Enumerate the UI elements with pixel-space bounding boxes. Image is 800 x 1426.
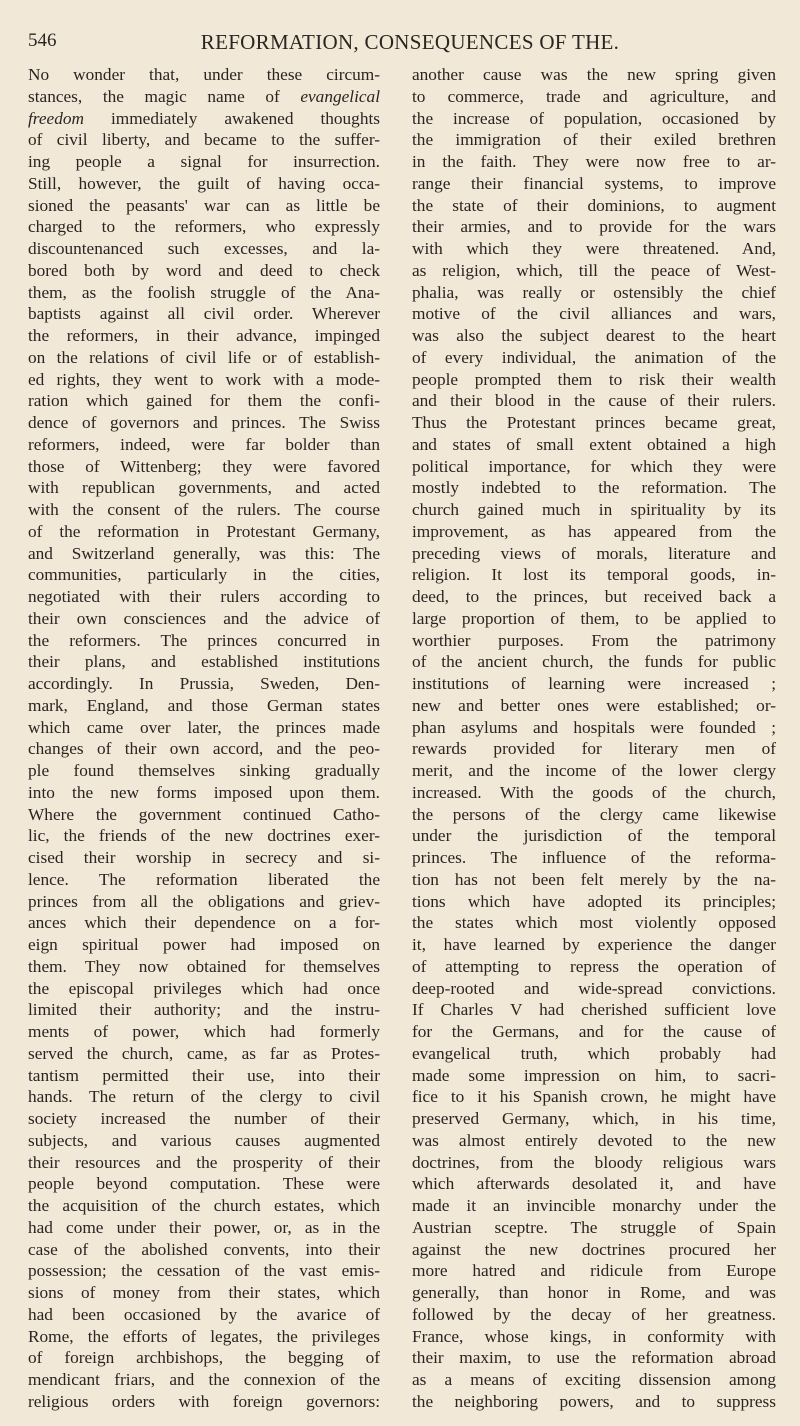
text-line: tion has not been felt merely by the na- bbox=[412, 869, 776, 889]
text-line: their own consciences and the advice of bbox=[28, 608, 380, 628]
text-line: new and better ones were established; or- bbox=[412, 695, 776, 715]
text-line: eign spiritual power had imposed on bbox=[28, 935, 380, 954]
text-line: them. They now obtained for themselves bbox=[28, 956, 380, 976]
text-line: to commerce, trade and agriculture, and bbox=[412, 86, 776, 106]
text-line: deep-rooted and wide-spread convictions. bbox=[412, 978, 776, 998]
text-line: evangelical truth, which probably had bbox=[412, 1043, 776, 1063]
text-line: religious orders with foreign governors: bbox=[28, 1391, 380, 1411]
text-line: people prompted them to risk their wealth bbox=[412, 369, 776, 389]
text-line: phan asylums and hospitals were founded ; bbox=[412, 717, 776, 737]
text-line: reformers, indeed, were far bolder than bbox=[28, 434, 380, 454]
text-line: mark, England, and those German states bbox=[28, 695, 380, 715]
text-line: changes of their own accord, and the peo- bbox=[28, 739, 380, 759]
text-line: the persons of the clergy came likewise bbox=[412, 804, 776, 824]
text-line bbox=[28, 108, 380, 130]
text-line: and states of small extent obtained a high bbox=[412, 434, 776, 454]
text-line: discountenanced such excesses, and la- bbox=[28, 239, 380, 258]
text-line: the immigration of their exiled brethren bbox=[412, 130, 776, 150]
text-line: phalia, was really or ostensibly the chief bbox=[412, 282, 776, 302]
text-line: served the church, came, as far as Protes- bbox=[28, 1043, 380, 1063]
text-line: more hatred and ridicule from Europe bbox=[412, 1261, 776, 1281]
text-line: which came over later, the princes made bbox=[28, 717, 380, 737]
text-line: of foreign archbishops, the begging of bbox=[28, 1348, 380, 1368]
text-line: and Switzerland generally, was this: The bbox=[28, 543, 380, 563]
text-line: worthier purposes. From the patrimony bbox=[412, 630, 776, 650]
text-line: doctrines, from the bloody religious wars bbox=[412, 1152, 776, 1172]
text-line: their armies, and to provide for the wars bbox=[412, 217, 776, 237]
text-line: possession; the cessation of the vast emis- bbox=[28, 1261, 380, 1281]
text-line: merit, and the income of the lower clergy bbox=[412, 761, 776, 780]
text-line: ed rights, they went to work with a mode- bbox=[28, 369, 380, 389]
text-line: sioned the peasants' war can as little be bbox=[28, 195, 380, 215]
text-line: religion. It lost its temporal goods, in- bbox=[412, 565, 776, 585]
text-line: sions of money from their states, which bbox=[28, 1283, 380, 1302]
text-line: the acquisition of the church estates, which bbox=[28, 1196, 380, 1215]
text-line: another cause was the new spring given bbox=[412, 65, 776, 84]
text-line: made some impression on him, to sacri- bbox=[412, 1065, 776, 1085]
text-line: deed, to the princes, but received back a bbox=[412, 587, 776, 606]
text-line: had come under their power, or, as in the bbox=[28, 1217, 380, 1237]
text-line: increased. With the goods of the church, bbox=[412, 782, 776, 802]
text-line: and their blood in the cause of their rulers. bbox=[412, 391, 776, 411]
text-line: mendicant friars, and the connexion of the bbox=[28, 1370, 380, 1389]
text-line: the increase of population, occasioned by bbox=[412, 108, 776, 128]
text-line: Rome, the efforts of legates, the privileges bbox=[28, 1326, 380, 1346]
text-line: preserved Germany, which, in his time, bbox=[412, 1109, 776, 1128]
text-line: generally, than honor in Rome, and was bbox=[412, 1283, 776, 1302]
text-line: lic, the friends of the new doctrines exer- bbox=[28, 826, 380, 846]
text-line: of every individual, the animation of the bbox=[412, 347, 776, 367]
text-line: bored both by word and deed to check bbox=[28, 260, 380, 280]
text-line: against the new doctrines procured her bbox=[412, 1239, 776, 1259]
text-line: negotiated with their rulers according to bbox=[28, 587, 380, 606]
text-line: church gained much in spirituality by its bbox=[412, 500, 776, 519]
text-line: Still, however, the guilt of having occa- bbox=[28, 173, 380, 193]
text-line: under the jurisdiction of the temporal bbox=[412, 826, 776, 846]
text-line: France, whose kings, in conformity with bbox=[412, 1326, 776, 1346]
text-line: subjects, and various causes augmented bbox=[28, 1130, 380, 1150]
text-line: their resources and the prosperity of their bbox=[28, 1152, 380, 1172]
text-line: as religion, which, till the peace of West- bbox=[412, 260, 776, 280]
text-line: range their financial systems, to improve bbox=[412, 173, 776, 193]
text-line: If Charles V had cherished sufficient love bbox=[412, 1000, 776, 1020]
text-line: ple found themselves sinking gradually bbox=[28, 761, 380, 780]
text-line: of the ancient church, the funds for public bbox=[412, 652, 776, 672]
text-line: charged to the reformers, who expressly bbox=[28, 217, 380, 237]
text-line: tantism permitted their use, into their bbox=[28, 1065, 380, 1085]
running-title: REFORMATION, CONSEQUENCES OF THE. bbox=[200, 30, 620, 54]
text-line: was also the subject dearest to the heart bbox=[412, 326, 776, 345]
text-line: in the faith. They were now free to ar- bbox=[412, 152, 776, 171]
text-line: people beyond computation. These were bbox=[28, 1174, 380, 1194]
text-line: society increased the number of their bbox=[28, 1109, 380, 1128]
text-line: the neighboring powers, and to suppress bbox=[412, 1391, 776, 1411]
text-line: communities, particularly in the cities, bbox=[28, 565, 380, 585]
text-line: the reformers. The princes concurred in bbox=[28, 630, 380, 650]
right-column bbox=[412, 64, 776, 1413]
text-line: preceding views of morals, literature and bbox=[412, 543, 776, 563]
text-line: case of the abolished convents, into their bbox=[28, 1239, 380, 1259]
text-line: into the new forms imposed upon them. bbox=[28, 782, 380, 802]
text-line: their maxim, to use the reformation abroad bbox=[412, 1348, 776, 1368]
text-line: them, as the foolish struggle of the Ana- bbox=[28, 282, 380, 302]
text-line: followed by the decay of her greatness. bbox=[412, 1304, 776, 1324]
text-line: baptists against all civil order. Wherever bbox=[28, 304, 380, 324]
text-line: tions which have adopted its principles; bbox=[412, 891, 776, 911]
text-line: the state of their dominions, to augment bbox=[412, 195, 776, 215]
text-line: No wonder that, under these circum- bbox=[28, 65, 380, 84]
text-line: dence of governors and princes. The Swiss bbox=[28, 413, 380, 432]
text-line: ing people a signal for insurrection. bbox=[28, 152, 380, 171]
text-line: Where the government continued Catho- bbox=[28, 804, 380, 824]
text-line: accordingly. In Prussia, Sweden, Den- bbox=[28, 674, 380, 693]
text-line: of the reformation in Protestant Germany, bbox=[28, 521, 380, 541]
text-line: it, have learned by experience the danger bbox=[412, 935, 776, 954]
text-line: with which they were threatened. And, bbox=[412, 239, 776, 258]
text-line: improvement, as has appeared from the bbox=[412, 521, 776, 541]
left-column bbox=[28, 64, 380, 1413]
text-line: mostly indebted to the reformation. The bbox=[412, 478, 776, 498]
text-line: lence. The reformation liberated the bbox=[28, 869, 380, 889]
text-line: made it an invincible monarchy under the bbox=[412, 1196, 776, 1215]
text-segment: immediately awakened thoughts bbox=[84, 108, 380, 128]
text-line: their plans, and established institutions bbox=[28, 652, 380, 672]
italic-text: evangelical bbox=[300, 86, 380, 106]
text-line: the states which most violently opposed bbox=[412, 913, 776, 933]
text-line: with republican governments, and acted bbox=[28, 478, 380, 498]
text-line: ances which their dependence on a for- bbox=[28, 913, 380, 933]
text-line: large proportion of them, to be applied to bbox=[412, 608, 776, 628]
text-line: was almost entirely devoted to the new bbox=[412, 1130, 776, 1150]
text-line: political importance, for which they were bbox=[412, 456, 776, 476]
text-line: princes from all the obligations and griev- bbox=[28, 891, 380, 911]
text-line: institutions of learning were increased ; bbox=[412, 674, 776, 693]
text-line: the episcopal privileges which had once bbox=[28, 978, 380, 998]
text-line: on the relations of civil life or of establish- bbox=[28, 347, 380, 367]
text-line: fice to it his Spanish crown, he might have bbox=[412, 1087, 776, 1107]
text-line: rewards provided for literary men of bbox=[412, 739, 776, 759]
text-line: ments of power, which had formerly bbox=[28, 1022, 380, 1041]
page-number: 546 bbox=[28, 30, 57, 51]
text-line: with the consent of the rulers. The course bbox=[28, 500, 380, 519]
text-line: of civil liberty, and became to the suffer- bbox=[28, 130, 380, 150]
text-line bbox=[28, 86, 380, 108]
text-line: the reformers, in their advance, impinged bbox=[28, 326, 380, 345]
text-line: those of Wittenberg; they were favored bbox=[28, 456, 380, 476]
text-line: which afterwards desolated it, and have bbox=[412, 1174, 776, 1194]
text-line: limited their authority; and the instru- bbox=[28, 1000, 380, 1020]
text-line: Thus the Protestant princes became great, bbox=[412, 413, 776, 432]
text-line: princes. The influence of the reforma- bbox=[412, 848, 776, 867]
italic-text: freedom bbox=[28, 108, 84, 128]
text-line: as a means of exciting dissension among bbox=[412, 1370, 776, 1389]
text-line: ration which gained for them the confi- bbox=[28, 391, 380, 411]
text-line: of attempting to repress the operation of bbox=[412, 956, 776, 976]
text-segment: stances, the magic name of bbox=[28, 86, 301, 106]
text-line: for the Germans, and for the cause of bbox=[412, 1022, 776, 1041]
text-line: Austrian sceptre. The struggle of Spain bbox=[412, 1217, 776, 1237]
text-line: hands. The return of the clergy to civil bbox=[28, 1087, 380, 1107]
text-line: motive of the civil alliances and wars, bbox=[412, 304, 776, 324]
text-line: cised their worship in secrecy and si- bbox=[28, 848, 380, 867]
text-line: had been occasioned by the avarice of bbox=[28, 1304, 380, 1324]
